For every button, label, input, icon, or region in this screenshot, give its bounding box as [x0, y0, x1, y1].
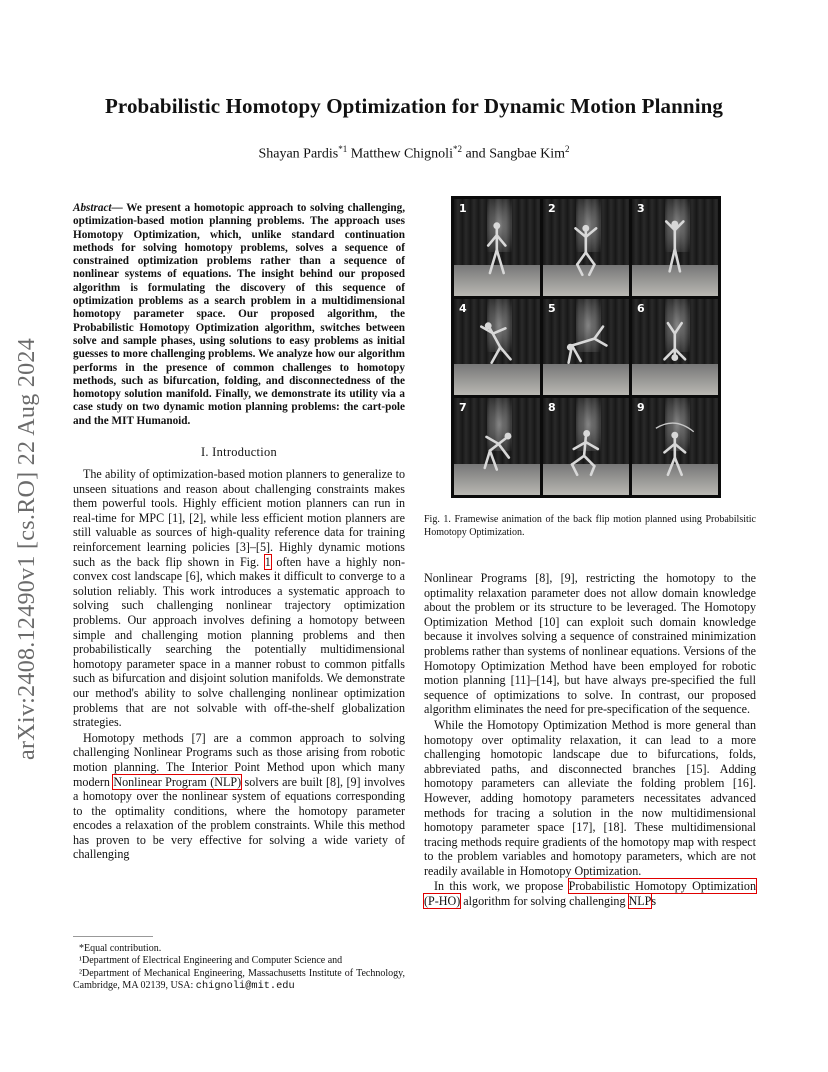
humanoid-robot-icon — [649, 216, 701, 284]
footnote — [73, 968, 405, 993]
left-column — [73, 202, 405, 862]
animation-frame — [632, 398, 718, 495]
animation-frame — [632, 199, 718, 296]
paragraph-text: Homotopy methods [7] are a common approach to solving challenging Nonlinear Programs such as those arising from robotic motion planning. The Interior Point Method upon which many modern — [73, 730, 405, 789]
arxiv-identifier: arXiv:2408.12490v1 [cs.RO] 22 Aug 2024 — [14, 337, 40, 760]
author-affiliation-mark: *1 — [338, 144, 348, 154]
paragraph-text: The ability of optimization-based motion planners to generalize to unseen situations and reason about challenging constraints makes them powerful tools. Highly efficient motion planners can run in real-time for MPC [1], [2], while less efficient motion planners are still valuable as sources of high-quality reference data for training reinforcement learning policies [3]–[5]. Highly dynamic motions such as the back flip shown in Fig. — [73, 467, 405, 569]
humanoid-robot-icon — [560, 416, 612, 484]
author-affiliation-mark: 2 — [565, 144, 570, 154]
paragraph-text: often have a highly non-convex cost landscape [6], which makes it difficult to converge to a solution reliably. This work introduces a systematic approach to solving such challenging nonlinear trajectory optimization problems. Our approach involves defining a homotopy between simple and challenging motion planning problems and then probabilistically searching the potentially multidimensional homotopy parameter space in a manner robust to common pitfalls such as bifurcation and disjoint solution manifolds. We demonstrate our method's ability to solve challenging nonlinear optimization problems that are not solvable with off-the-shelf globalization strategies. — [73, 554, 405, 730]
figure-reference-link[interactable]: 1 — [264, 554, 271, 569]
abstract-text: — We present a homotopic approach to solving challenging, optimization-based motion planning problems. The approach uses Homotopy Optimization, which, unlike standard continuation methods for solving homotopy problems, solves a sequence of constrained optimization problems rather than a sequence of nonlinear systems of equations. The insight behind our proposed algorithm is formulating the discovery of this sequence of optimization problems as a search problem in a multidimensional homotopy parameter space. Our proposed algorithm, the Probabilistic Homotopy Optimization algorithm, switches between solve and sample phases, using solutions to easy problems as initial guesses to more challenging problems. We analyze how our algorithm performs in the presence of common challenges to homotopy methods, such as bifurcation, folding, and disconnectedness of the homotopy solution manifold. Finally, we demonstrate its utility via a case study on two dynamic motion planning problems: the cart-pole and the MIT Humanoid. — [73, 202, 405, 427]
abstract-label: Abstract — [73, 202, 112, 214]
right-column — [424, 571, 756, 909]
author-affiliation-mark: *2 — [452, 144, 462, 154]
frame-number: 5 — [548, 301, 556, 315]
animation-frame — [543, 398, 629, 495]
figure-backflip-frames — [451, 196, 721, 498]
author-list — [0, 144, 828, 163]
acronym-link-nlp[interactable]: Nonlinear Program (NLP) — [113, 774, 242, 789]
acronym-link-nlp[interactable]: NLP — [628, 894, 652, 909]
humanoid-robot-icon — [560, 216, 612, 284]
paragraph-text: algorithm for solving challenging — [460, 894, 629, 909]
animation-frame — [543, 299, 629, 396]
paper-title: Probabilistic Homotopy Optimization for Dynamic Motion Planning — [104, 94, 724, 118]
author-name: Sangbae Kim — [489, 146, 566, 162]
frame-number: 3 — [637, 202, 645, 215]
footnote: *Equal contribution. — [79, 943, 162, 954]
footnotes — [73, 943, 405, 993]
author-name: Matthew Chignoli — [350, 146, 453, 162]
animation-frame — [454, 398, 540, 495]
animation-frame — [543, 199, 629, 296]
figure-caption: Fig. 1. Framewise animation of the back flip motion planned using Probabilsitic Homotopy Optimization. — [424, 514, 756, 538]
section-heading: I. Introduction — [200, 445, 278, 460]
footnote-divider — [73, 936, 153, 937]
humanoid-robot-icon — [471, 216, 523, 284]
author-conjunction: and — [465, 146, 486, 162]
paragraph-text: s — [651, 894, 657, 909]
humanoid-robot-icon — [560, 316, 612, 384]
animation-frame — [454, 199, 540, 296]
author-name: Shayan Pardis — [258, 146, 339, 162]
animation-frame — [632, 299, 718, 396]
footnote: ¹Department of Electrical Engineering and Computer Science and — [79, 955, 343, 967]
frame-number: 8 — [548, 401, 556, 415]
paragraph — [73, 731, 405, 862]
humanoid-robot-icon — [471, 316, 523, 384]
author-email: chignoli@mit.edu — [195, 980, 295, 993]
frame-number: 2 — [548, 202, 556, 215]
footnote-text: ²Department of Mechanical Engineering, Massachusetts Institute of Technology, Cambridge, MA 02139, USA: — [73, 967, 405, 992]
acronym-link-pho[interactable]: Probabilistic Homotopy Optimization (P-HO) — [424, 879, 756, 909]
frame-number: 4 — [459, 301, 467, 315]
paragraph-text: In this work, we propose — [434, 879, 569, 894]
animation-frame — [454, 299, 540, 396]
abstract — [73, 202, 405, 428]
frame-number: 1 — [459, 202, 467, 215]
paragraph-text: solvers are built [8], [9] involves a homotopy over the nonlinear system of equations corresponding to the optimality conditions, where the homotopy parameter encodes a relaxation of the problem constraints. While this method has proven to be very effective for solving a wide variety of challenging — [73, 774, 405, 862]
paragraph — [73, 467, 405, 730]
humanoid-robot-icon — [649, 416, 701, 484]
humanoid-robot-icon — [471, 416, 523, 484]
paragraph — [424, 879, 756, 908]
frame-number: 9 — [637, 401, 645, 415]
humanoid-robot-icon — [649, 316, 701, 384]
frame-number: 6 — [637, 301, 645, 315]
frame-number: 7 — [459, 401, 467, 415]
paragraph: While the Homotopy Optimization Method is more general than homotopy over optimality relaxation, it can lead to a more challenging homotopic landscape due to bifurcations, folds, abbreviated paths, and disconnected branches [15]. Adding homotopy parameters can alleviate the folding problem [16]. However, adding homotopy parameters necessitates advanced methods for tracing a solution in the now multidimensional homotopy parameter space [17], [18]. These multidimensional tracing methods require gradients of the homotopy map with respect to the problem variables and homotopy parameters, which are not readily available in Homotopy Optimization. — [424, 717, 756, 878]
paragraph: Nonlinear Programs [8], [9], restricting the homotopy to the optimality relaxation parameter does not allow domain knowledge about the problem or its structure to be leveraged. The Homotopy Optimization Method [10] can exploit such domain knowledge because it involves solving a sequence of constrained minimization problems rather than systems of nonlinear equations. Versions of the Homotopy Optimization Method have been employed for robotic motion planning [11]–[14], but have always pre-specified the full sequence of optimizations to solve. In contrast, our proposed algorithm eliminates the need for pre-specification of the sequence. — [424, 571, 756, 717]
